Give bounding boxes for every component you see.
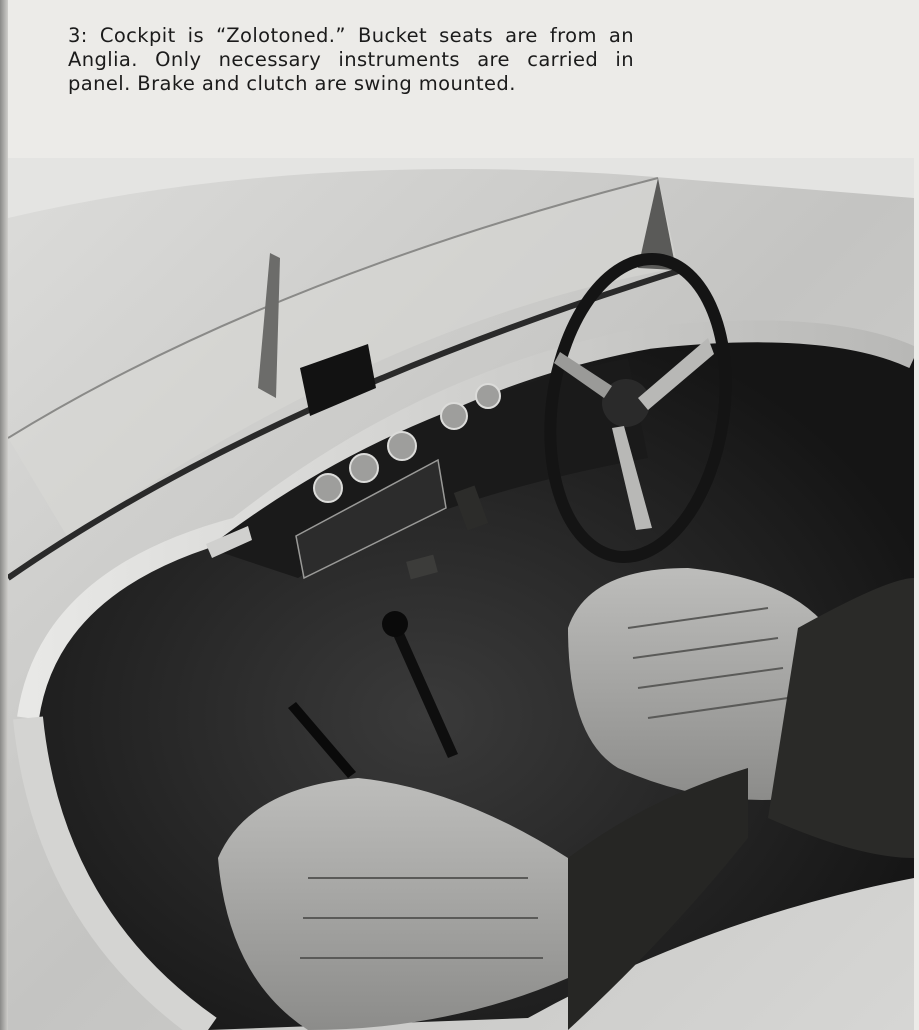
photo-caption: 3: Cockpit is “Zolotoned.” Bucket seats are from an Anglia. Only necessary instruments are carried in panel. Brake and clutch are swing mounted. [68,24,634,95]
page-edge [0,0,8,1030]
gauge-icon [314,474,342,502]
cockpit-photo [8,158,914,1030]
gauge-icon [441,403,467,429]
cockpit-illustration [8,158,914,1030]
gauge-icon [476,384,500,408]
gauge-icon [388,432,416,460]
gauge-icon [350,454,378,482]
gear-knob [382,611,408,637]
